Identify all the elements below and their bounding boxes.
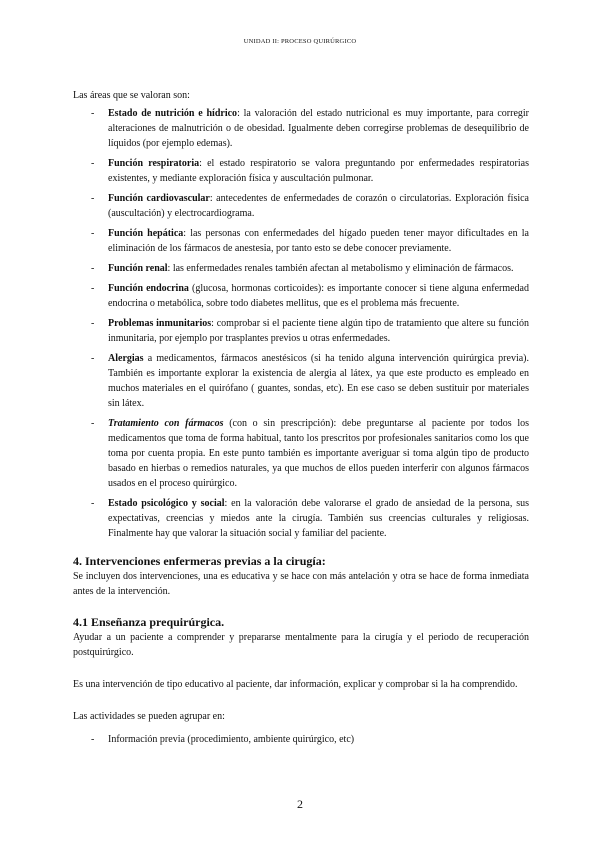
area-text: : antecedentes de enfermedades de corazón o circulatorias. Exploración física (auscultación) y electrocardiograma.: [108, 193, 529, 219]
area-text: (con o sin prescripción): debe preguntarse al paciente por todos los medicamentos que toma de forma habitual, tanto los prescritos por profesionales sanitarios como los que toma por cuenta propia. En este punto también es importante averiguar si toma algún tipo de producto basado en hierbas o remedios naturales, ya que muchos de ellos pueden interferir con algunos fármacos usados en el proceso quirúrgico.: [108, 418, 529, 489]
area-term: Función hepática: [108, 228, 184, 239]
activity-text: Información previa (procedimiento, ambiente quirúrgico, etc): [108, 734, 355, 745]
area-term: Alergias: [108, 353, 144, 364]
running-header: UNIDAD II: PROCESO QUIRÚRGICO: [243, 38, 357, 45]
dash-bullet: -: [91, 158, 95, 169]
section-4-1-para-1: Ayudar a un paciente a comprender y prepararse mentalmente para la cirugía y el periodo de recuperación postquirúrgico.: [73, 632, 529, 658]
list-item: [73, 316, 529, 346]
list-item: [73, 261, 529, 276]
dash-bullet: -: [91, 318, 95, 329]
area-term: Tratamiento con fármacos: [108, 418, 224, 429]
list-item: [73, 191, 529, 221]
area-text: : comprobar si el paciente tiene algún tipo de tratamiento que altere su función inmunitaria, por ejemplo por trasplantes previos u otras enfermedades.: [108, 318, 529, 344]
area-term: Función cardiovascular: [108, 193, 210, 204]
dash-bullet: -: [91, 228, 95, 239]
area-text: a medicamentos, fármacos anestésicos (si ha tenido alguna intervención quirúrgica previa). También es importante explorar la existencia de alergia al látex, ya que este producto es empleado en muchos materiales en el quirófano ( guantes, sondas, etc). En ese caso se deben sustituir por materiales sin látex.: [108, 353, 529, 409]
dash-bullet: -: [91, 353, 95, 364]
dash-bullet: -: [91, 283, 95, 294]
list-item: [73, 416, 529, 491]
area-term: Problemas inmunitarios: [108, 318, 212, 329]
section-4-1-heading: 4.1 Enseñanza prequirúrgica.: [73, 615, 225, 629]
area-term: Función endocrina: [108, 283, 189, 294]
dash-bullet: -: [91, 263, 95, 274]
assessment-areas-list: [73, 106, 529, 541]
section-4-heading: 4. Intervenciones enfermeras previas a la cirugía:: [73, 554, 326, 568]
dash-bullet: -: [91, 418, 95, 429]
page-body: [73, 88, 529, 752]
page-number: 2: [297, 797, 303, 811]
activities-list: [73, 732, 529, 747]
section-4-1-para-3: Las actividades se pueden agrupar en:: [73, 711, 225, 722]
list-item: [73, 226, 529, 256]
list-item: [73, 281, 529, 311]
area-term: Estado de nutrición e hídrico: [108, 108, 238, 119]
list-item: [73, 106, 529, 151]
dash-bullet: -: [91, 108, 95, 119]
dash-bullet: -: [91, 734, 95, 745]
list-item: [73, 732, 529, 747]
area-term: Función respiratoria: [108, 158, 200, 169]
area-text: : la valoración del estado nutricional es muy importante, para corregir alteraciones de malnutrición o de obesidad. Igualmente deben corregirse problemas de desequilibrio de líquidos (por ejemplo edemas).: [108, 108, 530, 149]
dash-bullet: -: [91, 193, 95, 204]
dash-bullet: -: [91, 498, 95, 509]
area-text: : en la valoración debe valorarse el grado de ansiedad de la persona, sus expectativas, creencias y miedos ante la cirugía. También sus creencias culturales y religiosas. Finalmente hay que valorar la situación social y familiar del paciente.: [108, 498, 529, 539]
list-item: [73, 156, 529, 186]
area-term: Función renal: [108, 263, 168, 274]
areas-intro: Las áreas que se valoran son:: [73, 90, 190, 101]
area-text: (glucosa, hormonas corticoides): es importante conocer si tiene alguna enfermedad endocrina o metabólica, sobre todo diabetes mellitus, que es el problema más frecuente.: [108, 283, 530, 309]
section-4-1-para-2: Es una intervención de tipo educativo al paciente, dar información, explicar y comprobar si la ha comprendido.: [73, 679, 518, 690]
area-text: : el estado respiratorio se valora preguntando por enfermedades respiratorias existentes, y mediante exploración física y auscultación pulmonar.: [108, 158, 529, 184]
list-item: [73, 496, 529, 541]
area-text: : las personas con enfermedades del hígado pueden tener mayor dificultades en la eliminación de los fármacos de anestesia, por tanto esto se debe conocer previamente.: [108, 228, 529, 254]
area-term: Estado psicológico y social: [108, 498, 225, 509]
area-text: : las enfermedades renales también afectan al metabolismo y eliminación de fármacos.: [167, 263, 514, 274]
section-4-text: Se incluyen dos intervenciones, una es educativa y se hace con más antelación y otra se hace de forma inmediata antes de la intervención.: [73, 571, 529, 597]
list-item: [73, 351, 529, 411]
